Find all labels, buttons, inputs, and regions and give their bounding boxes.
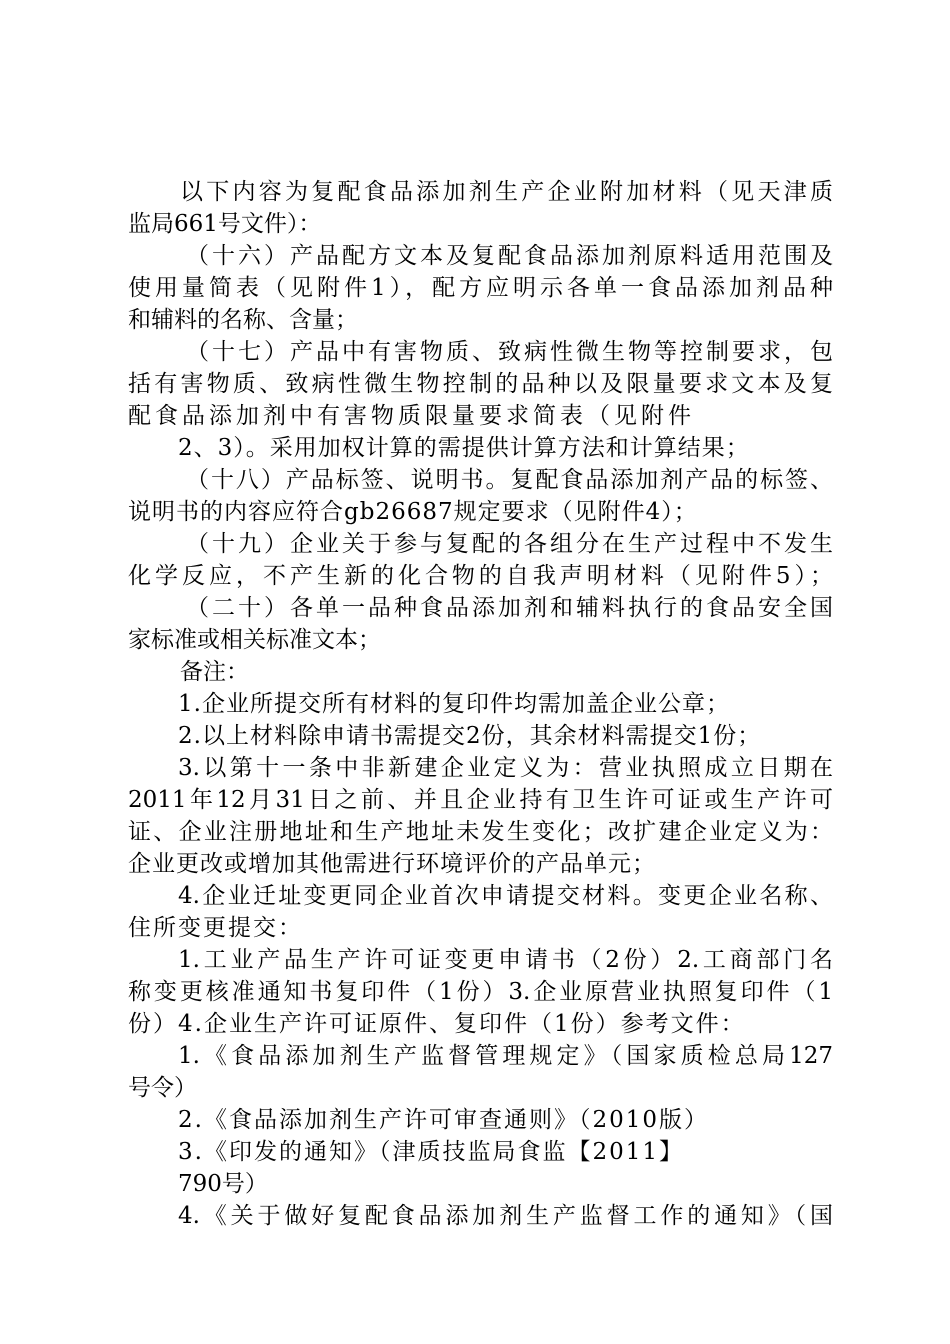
text-line: 2011年12月31日之前、并且企业持有卫生许可证或生产许可: [128, 787, 833, 813]
text-line: 说明书的内容应符合gb26687规定要求（见附件4）；: [128, 499, 698, 525]
text-line: 监局661号文件）：: [128, 211, 322, 237]
text-line: 790号）: [178, 1171, 268, 1197]
text-line: 4.企业迁址变更同企业首次申请提交材料。变更企业名称、: [178, 883, 833, 909]
text-line: 和辅料的名称、含量；: [128, 307, 358, 333]
text-line: 3.以第十一条中非新建企业定义为：营业执照成立日期在: [178, 755, 833, 781]
text-line: 1.企业所提交所有材料的复印件均需加盖企业公章；: [178, 691, 730, 717]
text-line: （二十）各单一品种食品添加剂和辅料执行的食品安全国: [186, 595, 833, 621]
text-line: 配食品添加剂中有害物质限量要求简表（见附件: [128, 403, 695, 429]
text-line: 家标准或相关标准文本；: [128, 627, 381, 653]
text-line: 份）4.企业生产许可证原件、复印件（1份）参考文件：: [128, 1011, 746, 1037]
text-line: （十八）产品标签、说明书。复配食品添加剂产品的标签、: [186, 467, 833, 493]
text-line: 企业更改或增加其他需进行环境评价的产品单元；: [128, 851, 656, 877]
text-line: 3.《印发的通知》（津质技监局食监【2011】: [178, 1139, 684, 1165]
text-line: 使用量简表（见附件1），配方应明示各单一食品添加剂品种: [128, 275, 833, 301]
text-line: 括有害物质、致病性微生物控制的品种以及限量要求文本及复: [128, 371, 833, 397]
text-line: 备注：: [180, 659, 249, 685]
text-line: （十九）企业关于参与复配的各组分在生产过程中不发生: [186, 531, 833, 557]
text-line: 以下内容为复配食品添加剂生产企业附加材料（见天津质: [180, 179, 833, 205]
text-line: 1.《食品添加剂生产监督管理规定》（国家质检总局127: [178, 1043, 833, 1069]
text-line: 住所变更提交：: [128, 915, 303, 941]
text-line: （十六）产品配方文本及复配食品添加剂原料适用范围及: [186, 243, 833, 269]
text-line: 称变更核准通知书复印件（1份）3.企业原营业执照复印件（1: [128, 979, 833, 1005]
text-line: 证、企业注册地址和生产地址未发生变化；改扩建企业定义为：: [128, 819, 833, 845]
text-line: （十七）产品中有害物质、致病性微生物等控制要求，包: [186, 339, 833, 365]
text-line: 2、3）。采用加权计算的需提供计算方法和计算结果；: [178, 435, 750, 461]
text-line: 1.工业产品生产许可证变更申请书（2份）2.工商部门名: [178, 947, 833, 973]
text-line: 4.《关于做好复配食品添加剂生产监督工作的通知》（国: [178, 1203, 833, 1229]
text-line: 化学反应，不产生新的化合物的自我声明材料（见附件5）；: [128, 563, 833, 589]
text-line: 号令）: [128, 1075, 197, 1101]
text-line: 2.以上材料除申请书需提交2份，其余材料需提交1份；: [178, 723, 762, 749]
text-line: 2.《食品添加剂生产许可审查通则》（2010版）: [178, 1107, 709, 1133]
